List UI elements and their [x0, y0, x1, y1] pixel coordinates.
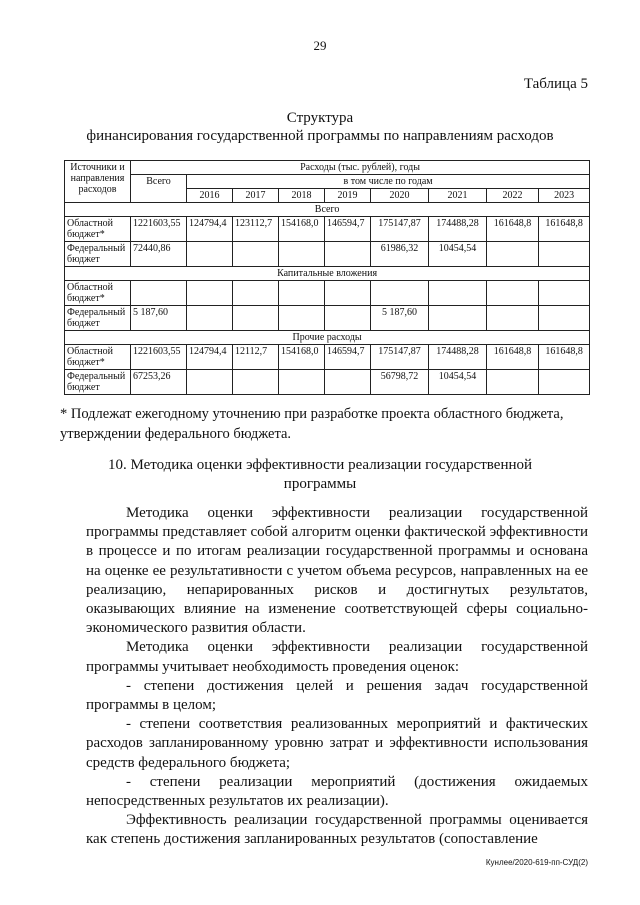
paragraph-effectiveness: Эффективность реализации государственной программы оценивается как степень достижения запланированных результатов (сопоставление	[86, 812, 588, 848]
section-header: Прочие расходы	[65, 331, 590, 345]
bullet-activities: - степени реализации мероприятий (достижения ожидаемых непосредственных результатов их реализации).	[86, 773, 588, 810]
value-cell	[325, 242, 371, 267]
value-cell: 161648,8	[487, 217, 539, 242]
value-cell: 174488,28	[429, 345, 487, 370]
value-cell: 12112,7	[233, 345, 279, 370]
value-cell	[233, 370, 279, 395]
value-cell: 146594,7	[325, 217, 371, 242]
value-cell	[487, 242, 539, 267]
row-total: 72440,86	[131, 242, 187, 267]
value-cell	[539, 370, 590, 395]
section-header: Всего	[65, 203, 590, 217]
financing-table	[64, 160, 590, 395]
row-label: Областной бюджет*	[65, 345, 131, 370]
value-cell: 123112,7	[233, 217, 279, 242]
page-number: 29	[313, 38, 327, 53]
year-cell: 2019	[325, 189, 371, 203]
value-cell: 56798,72	[371, 370, 429, 395]
value-cell	[187, 242, 233, 267]
value-cell	[325, 306, 371, 331]
value-cell: 5 187,60	[371, 306, 429, 331]
year-cell: 2020	[371, 189, 429, 203]
value-cell: 124794,4	[187, 217, 233, 242]
value-cell: 61986,32	[371, 242, 429, 267]
row-label: Областной бюджет*	[65, 217, 131, 242]
section-header: Капитальные вложения	[65, 267, 590, 281]
row-total: 67253,26	[131, 370, 187, 395]
year-cell: 2022	[487, 189, 539, 203]
row-label: Областной бюджет*	[65, 281, 131, 306]
row-label: Федеральный бюджет	[65, 306, 131, 331]
value-cell	[371, 281, 429, 306]
value-cell	[325, 281, 371, 306]
value-cell: 154168,0	[279, 345, 325, 370]
row-total: 5 187,60	[131, 306, 187, 331]
value-cell	[429, 281, 487, 306]
value-cell: 175147,87	[371, 217, 429, 242]
year-cell: 2016	[187, 189, 233, 203]
row-label: Федеральный бюджет	[65, 242, 131, 267]
value-cell	[279, 242, 325, 267]
row-total: 1221603,55	[131, 217, 187, 242]
header-source: Источники и направления расходов	[65, 161, 131, 203]
year-cell: 2023	[539, 189, 590, 203]
value-cell	[539, 242, 590, 267]
value-cell	[429, 306, 487, 331]
value-cell: 10454,54	[429, 370, 487, 395]
year-cell: 2017	[233, 189, 279, 203]
value-cell	[539, 306, 590, 331]
value-cell	[187, 281, 233, 306]
bullet-goals: - степени достижения целей и решения задач государственной программы в целом;	[86, 677, 588, 714]
value-cell: 175147,87	[371, 345, 429, 370]
value-cell	[187, 306, 233, 331]
table-row	[65, 345, 590, 370]
section-heading-line2: программы	[283, 476, 357, 492]
value-cell	[487, 306, 539, 331]
value-cell	[487, 370, 539, 395]
value-cell	[233, 306, 279, 331]
value-cell: 154168,0	[279, 217, 325, 242]
row-total	[131, 281, 187, 306]
body-text	[86, 504, 588, 850]
value-cell: 124794,4	[187, 345, 233, 370]
value-cell: 146594,7	[325, 345, 371, 370]
footnote: * Подлежат ежегодному уточнению при разработке проекта областного бюджета, утверждении федерального бюджета.	[60, 406, 564, 442]
header-expenses: Расходы (тыс. рублей), годы	[131, 161, 590, 175]
section-heading-line1: 10. Методика оценки эффективности реализации государственной	[107, 457, 533, 473]
row-label: Федеральный бюджет	[65, 370, 131, 395]
value-cell	[187, 370, 233, 395]
value-cell	[279, 306, 325, 331]
value-cell	[279, 370, 325, 395]
year-cell: 2018	[279, 189, 325, 203]
table-row	[65, 242, 590, 267]
table-label: Таблица 5	[523, 76, 588, 92]
value-cell: 174488,28	[429, 217, 487, 242]
value-cell: 161648,8	[539, 345, 590, 370]
value-cell: 161648,8	[539, 217, 590, 242]
paragraph-methodology: Методика оценки эффективности реализации государственной программы представляет собой алгоритм оценки фактической эффективности в процессе и по итогам реализации государственной программы и основана на оценке ее результативности с учетом объема ресурсов, направленных на ее реализацию, непарированных рисков и достигнутых результатов, оказывающих влияние на изменение соответствующей сферы социально-экономического развития области.	[86, 505, 588, 637]
table-row	[65, 217, 590, 242]
year-cell: 2021	[429, 189, 487, 203]
header-total: Всего	[131, 175, 187, 203]
value-cell: 10454,54	[429, 242, 487, 267]
value-cell	[279, 281, 325, 306]
bullet-expenses: - степени соответствия реализованных мероприятий и фактических расходов запланированному уровню затрат и эффективности использования средств федерального бюджета;	[86, 716, 588, 771]
table-title-line2: финансирования государственной программы по направлениям расходов	[86, 128, 554, 144]
table-row	[65, 370, 590, 395]
row-total: 1221603,55	[131, 345, 187, 370]
value-cell	[539, 281, 590, 306]
table-title-line1: Структура	[286, 110, 354, 126]
table-row	[65, 306, 590, 331]
table-row	[65, 281, 590, 306]
header-including: в том числе по годам	[187, 175, 590, 189]
value-cell	[233, 242, 279, 267]
footer-code: Кунлее/2020-619-пп-СУД(2)	[485, 858, 588, 867]
value-cell: 161648,8	[487, 345, 539, 370]
value-cell	[325, 370, 371, 395]
value-cell	[487, 281, 539, 306]
value-cell	[233, 281, 279, 306]
paragraph-assessments: Методика оценки эффективности реализации государственной программы учитывает необходимость проведения оценок:	[86, 639, 588, 675]
